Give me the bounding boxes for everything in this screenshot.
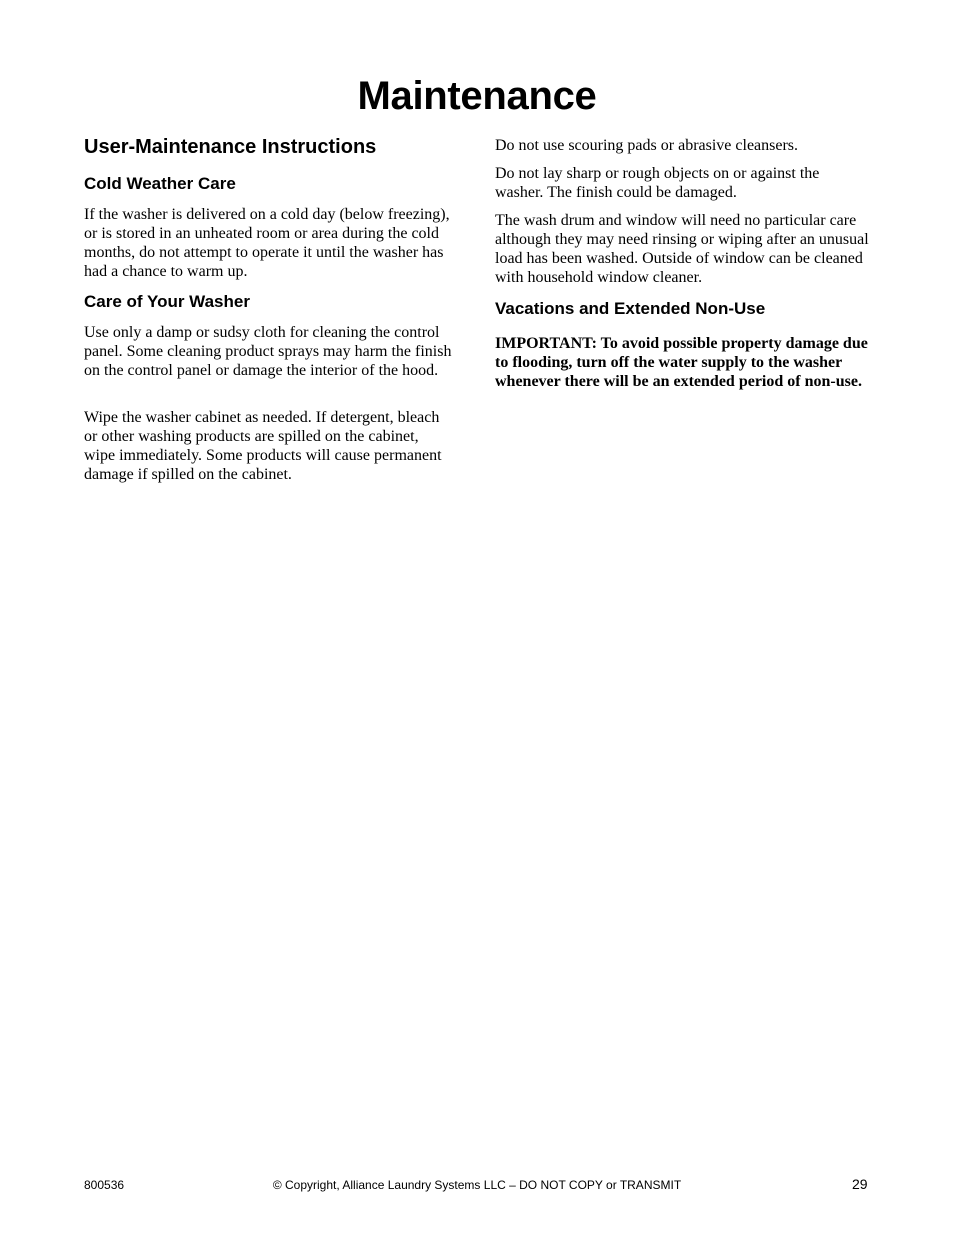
paragraph-control-panel-cleaning: Use only a damp or sudsy cloth for cleaning the control panel. Some cleaning product sprays may harm the finish on the control panel or damage the interior of the hood. [84,324,452,379]
subheading-cold-weather-care: Cold Weather Care [84,174,236,193]
important-notice: IMPORTANT: To avoid possible property damage due to flooding, turn off the water supply to the washer whenever there will be an extended period of non-use. [495,335,868,390]
footer-page-number: 29 [852,1176,868,1192]
paragraph-cold-weather: If the washer is delivered on a cold day (below freezing), or is stored in an unheated room or area during the cold months, do not attempt to operate it until the washer has had a chance to warm up. [84,206,450,280]
section-heading-user-maintenance: User-Maintenance Instructions [84,136,377,158]
subheading-care-of-your-washer: Care of Your Washer [84,292,250,311]
paragraph-no-sharp-objects: Do not lay sharp or rough objects on or against the washer. The finish could be damaged. [495,165,820,201]
page-title: Maintenance [357,74,597,118]
paragraph-wash-drum-window: The wash drum and window will need no particular care although they may need rinsing or wiping after an unusual load has been washed. Outside of window can be cleaned with household window cleaner. [495,212,869,286]
footer-doc-number: 800536 [84,1178,125,1192]
footer-copyright: © Copyright, Alliance Laundry Systems LLC – DO NOT COPY or TRANSMIT [272,1178,682,1192]
subheading-vacations-extended-non-use: Vacations and Extended Non-Use [495,299,766,318]
paragraph-no-scouring-pads: Do not use scouring pads or abrasive cleansers. [495,137,799,154]
paragraph-cabinet-cleaning: Wipe the washer cabinet as needed. If detergent, bleach or other washing products are spilled on the cabinet, wipe immediately. Some products will cause permanent damage if spilled on the cabinet. [84,409,442,483]
